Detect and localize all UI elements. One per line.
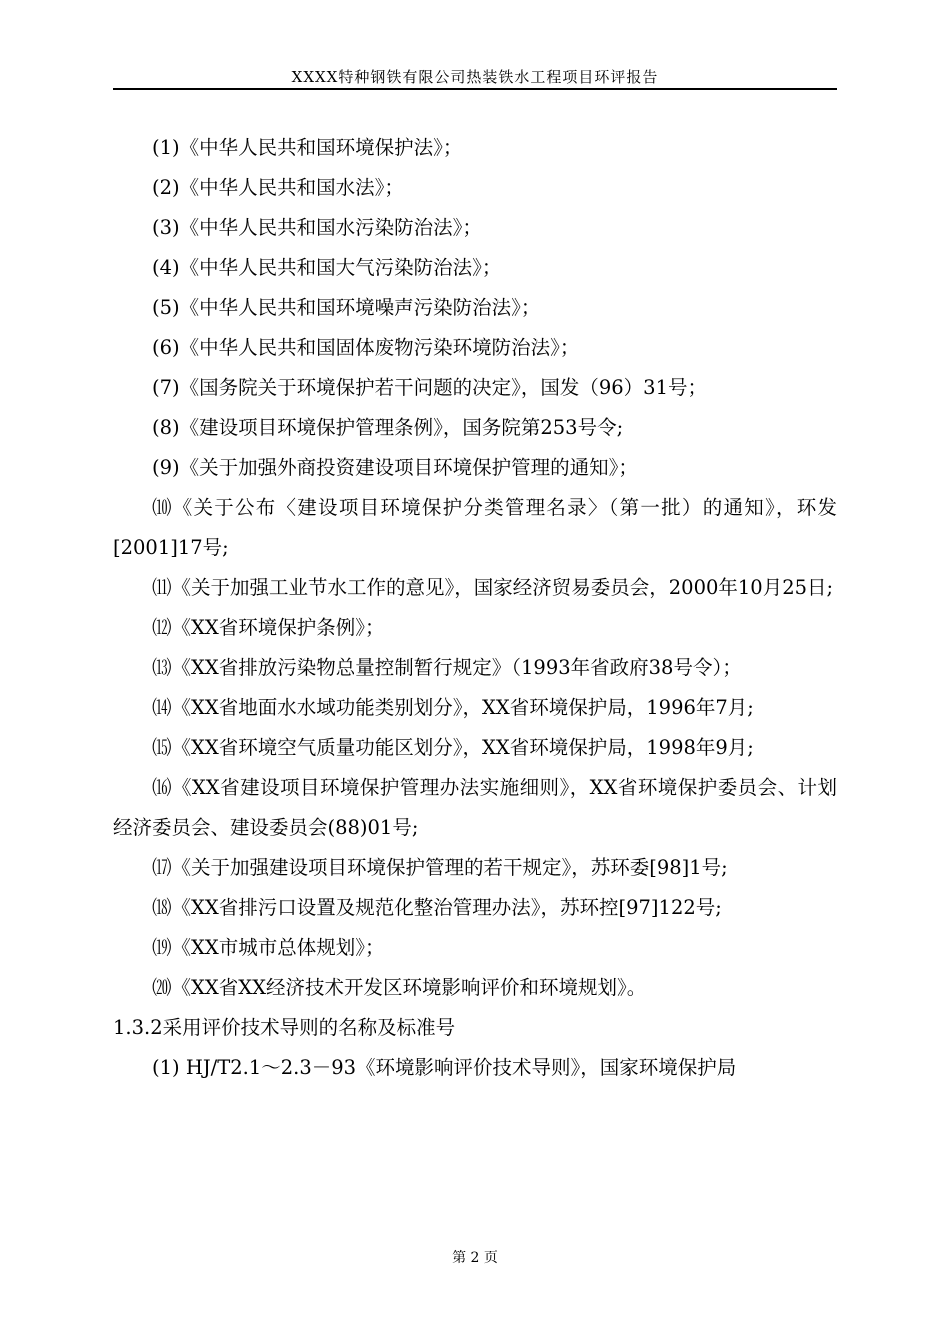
list-item: (1)《中华人民共和国环境保护法》； bbox=[152, 136, 463, 159]
list-item: ⒂《XX省环境空气质量功能区划分》，XX省环境保护局，1998年9月; bbox=[152, 736, 754, 759]
list-item: ⑾《关于加强工业节水工作的意见》，国家经济贸易委员会，2000年10月25日; bbox=[152, 576, 834, 599]
list-item: (8)《建设项目环境保护管理条例》，国务院第253号令; bbox=[152, 416, 624, 439]
list-item: ⒆《XX市城市总体规划》； bbox=[152, 936, 385, 959]
list-item: ⒅《XX省排污口设置及规范化整治管理办法》，苏环控[97]122号; bbox=[152, 896, 722, 919]
list-item: ⒃《XX省建设项目环境保护管理办法实施细则》，XX省环境保护委员会、计划经济委员会、建设委员会(88)01号; bbox=[113, 776, 837, 839]
list-item: ⒁《XX省地面水水域功能类别划分》，XX省环境保护局，1996年7月; bbox=[152, 696, 754, 719]
list-item: ⑽《关于公布〈建设项目环境保护分类管理名录〉（第一批）的通知》，环发[2001]17号; bbox=[113, 496, 837, 559]
page-header: XXXX特种钢铁有限公司热装铁水工程项目环评报告 bbox=[291, 68, 659, 86]
list-item: (3)《中华人民共和国水污染防治法》； bbox=[152, 216, 482, 239]
list-item: (9)《关于加强外商投资建设项目环境保护管理的通知》； bbox=[152, 456, 638, 479]
list-item: ⒇《XX省XX经济技术开发区环境影响评价和环境规划》。 bbox=[152, 976, 647, 999]
page-number: 第 2 页 bbox=[452, 1250, 498, 1266]
list-item: ⒀《XX省排放污染物总量控制暂行规定》（1993年省政府38号令）； bbox=[152, 656, 742, 679]
list-item: (4)《中华人民共和国大气污染防治法》； bbox=[152, 256, 502, 279]
list-item: (1) HJ/T2.1～2.3－93《环境影响评价技术导则》，国家环境保护局 bbox=[152, 1056, 737, 1079]
list-item: (6)《中华人民共和国固体废物污染环境防治法》； bbox=[152, 336, 580, 359]
list-item: (5)《中华人民共和国环境噪声污染防治法》； bbox=[152, 296, 541, 319]
list-item: ⑿《XX省环境保护条例》； bbox=[152, 616, 385, 639]
section-heading: 1.3.2采用评价技术导则的名称及标准号 bbox=[113, 1016, 456, 1039]
list-item: (2)《中华人民共和国水法》； bbox=[152, 176, 404, 199]
list-item: (7)《国务院关于环境保护若干问题的决定》，国发（96）31号； bbox=[152, 376, 707, 399]
list-item: ⒄《关于加强建设项目环境保护管理的若干规定》，苏环委[98]1号; bbox=[152, 856, 728, 879]
header-rule bbox=[113, 88, 837, 90]
document-body bbox=[113, 128, 837, 1088]
